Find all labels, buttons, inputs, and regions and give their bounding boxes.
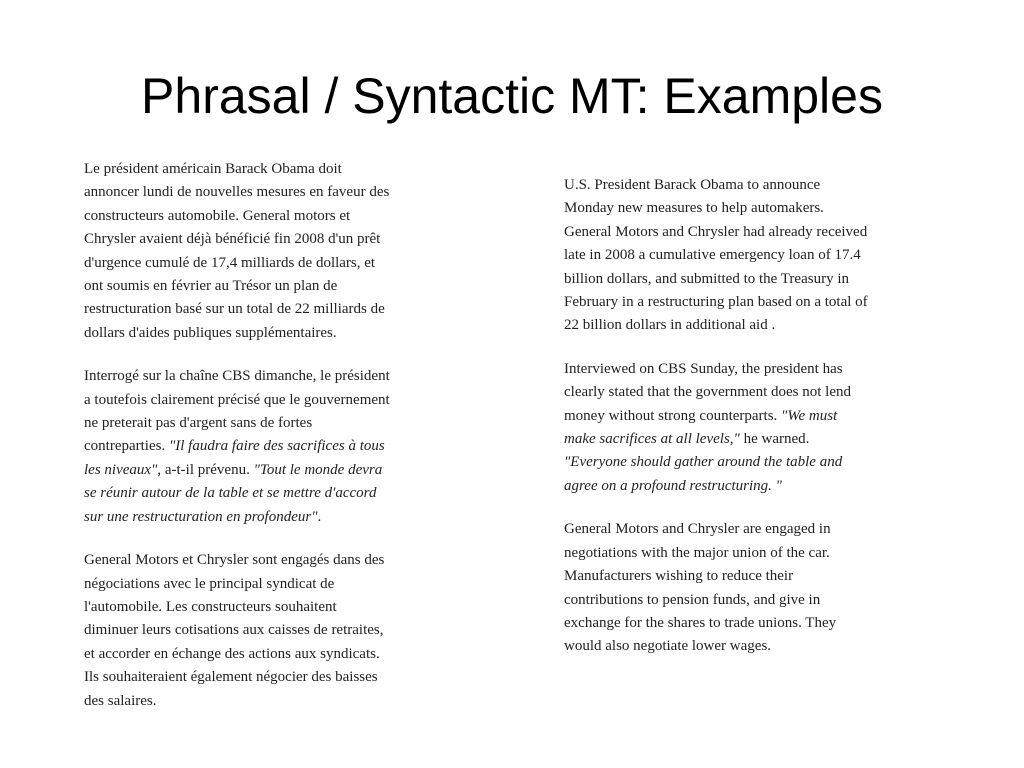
french-line	[84, 573, 456, 596]
english-line	[564, 197, 940, 220]
french-line	[84, 435, 456, 458]
english-paragraph	[564, 174, 940, 338]
english-line	[564, 268, 940, 291]
french-line	[84, 666, 456, 689]
french-line	[84, 690, 456, 713]
english-translation-text	[564, 174, 940, 679]
french-line	[84, 596, 456, 619]
english-line	[564, 542, 940, 565]
english-line	[564, 244, 940, 267]
english-line	[564, 451, 940, 474]
quoted-text: "Everyone should gather around the table and	[564, 454, 843, 471]
english-line	[564, 381, 940, 404]
text-segment: 22 billion dollars in additional aid .	[564, 317, 776, 334]
english-line	[564, 612, 940, 635]
text-segment: d'urgence cumulé de 17,4 milliards de dollars, et	[84, 254, 376, 271]
slide-title: Phrasal / Syntactic MT: Examples	[141, 68, 883, 124]
french-line	[84, 275, 456, 298]
text-segment: billion dollars, and submitted to the Treasury in	[564, 270, 849, 287]
english-line	[564, 518, 940, 541]
french-source-text	[84, 158, 456, 733]
french-line	[84, 619, 456, 642]
text-segment: he warned.	[739, 431, 810, 448]
french-line	[84, 252, 456, 275]
french-line	[84, 298, 456, 321]
text-segment: constructeurs automobile. General motors et	[84, 207, 351, 224]
english-line	[564, 291, 940, 314]
text-segment: Le président américain Barack Obama doit	[84, 161, 342, 177]
text-segment: des salaires.	[84, 692, 157, 709]
english-line	[564, 174, 940, 197]
french-line	[84, 205, 456, 228]
french-line	[84, 459, 456, 482]
text-segment: contributions to pension funds, and give in	[564, 591, 821, 608]
quoted-text: "Tout le monde devra	[253, 461, 383, 478]
text-segment: negotiations with the major union of the car.	[564, 544, 830, 561]
english-line	[564, 314, 940, 337]
french-line	[84, 482, 456, 505]
text-segment: contreparties.	[84, 438, 169, 455]
text-segment: late in 2008 a cumulative emergency loan of 17.4	[564, 247, 861, 264]
quoted-text: se réunir autour de la table et se mettre d'accord	[84, 485, 377, 502]
english-line	[564, 635, 940, 658]
text-segment: General Motors et Chrysler sont engagés dans des	[84, 552, 385, 569]
english-paragraph	[564, 518, 940, 658]
quoted-text: agree on a profound restructuring. "	[564, 477, 782, 494]
text-segment: .	[317, 508, 322, 525]
quoted-text: les niveaux"	[84, 461, 158, 478]
quoted-text: sur une restructuration en profondeur"	[84, 508, 318, 525]
text-segment: a toutefois clairement précisé que le gouvernement	[84, 391, 390, 408]
french-line	[84, 412, 456, 435]
text-segment: February in a restructuring plan based on a total of	[564, 294, 868, 311]
english-line	[564, 221, 940, 244]
text-segment: ont soumis en février au Trésor un plan de	[84, 278, 338, 295]
english-line	[564, 358, 940, 381]
french-line	[84, 322, 456, 345]
quoted-text: "We must	[781, 407, 838, 424]
text-segment: , a-t-il prévenu.	[157, 461, 254, 478]
text-segment: General Motors and Chrysler are engaged in	[564, 521, 831, 538]
text-segment: money without strong counterparts.	[564, 407, 782, 424]
text-segment: négociations avec le principal syndicat de	[84, 575, 335, 592]
text-segment: restructuration basé sur un total de 22 milliards de	[84, 301, 385, 318]
text-segment: et accorder en échange des actions aux syndicats.	[84, 645, 380, 662]
text-segment: Monday new measures to help automakers.	[564, 200, 824, 217]
text-segment: diminuer leurs cotisations aux caisses de retraites,	[84, 622, 384, 639]
french-line	[84, 389, 456, 412]
quoted-text: make sacrifices at all levels,"	[564, 431, 740, 448]
english-line	[564, 405, 940, 428]
text-segment: Interrogé sur la chaîne CBS dimanche, le président	[84, 368, 390, 385]
text-segment: would also negotiate lower wages.	[564, 638, 772, 655]
text-segment: U.S. President Barack Obama to announce	[564, 177, 821, 193]
french-line	[84, 549, 456, 572]
text-segment: ne preterait pas d'argent sans de fortes	[84, 415, 313, 432]
text-segment: Interviewed on CBS Sunday, the president has	[564, 360, 843, 377]
text-segment: Ils souhaiteraient également négocier des baisses	[84, 669, 378, 686]
text-segment: exchange for the shares to trade unions. They	[564, 614, 837, 631]
french-paragraph	[84, 549, 456, 713]
text-segment: Chrysler avaient déjà bénéficié fin 2008 d'un prêt	[84, 231, 381, 248]
french-line	[84, 365, 456, 388]
french-paragraph	[84, 158, 456, 345]
french-line	[84, 506, 456, 529]
french-line	[84, 228, 456, 251]
french-line	[84, 158, 456, 181]
quoted-text: "Il faudra faire des sacrifices à tous	[168, 438, 385, 455]
text-segment: Manufacturers wishing to reduce their	[564, 568, 794, 585]
english-line	[564, 475, 940, 498]
french-paragraph	[84, 365, 456, 529]
english-line	[564, 589, 940, 612]
text-segment: General Motors and Chrysler had already received	[564, 223, 868, 240]
text-segment: l'automobile. Les constructeurs souhaitent	[84, 598, 337, 615]
english-paragraph	[564, 358, 940, 498]
english-line	[564, 565, 940, 588]
french-line	[84, 181, 456, 204]
text-segment: annoncer lundi de nouvelles mesures en faveur des	[84, 184, 390, 201]
english-line	[564, 428, 940, 451]
text-segment: clearly stated that the government does not lend	[564, 384, 851, 401]
french-line	[84, 643, 456, 666]
text-segment: dollars d'aides publiques supplémentaires.	[84, 324, 337, 341]
